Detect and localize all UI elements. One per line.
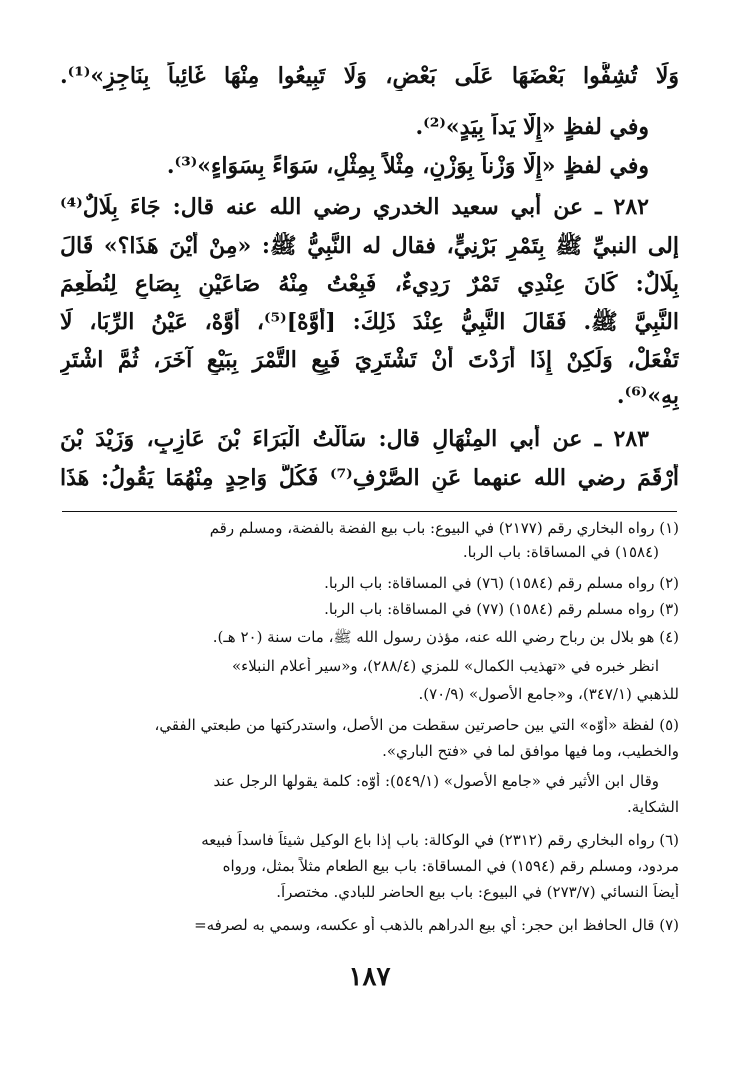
footnote-5-line-4: الشكاية. (627, 798, 679, 816)
footnote-6-line-1: (٦) رواه البخاري رقم (٢٣١٢) في الوكالة: باب إذا باع الوكيل شيئاً فاسداً فبيعه (201, 831, 679, 849)
body-line-8: تَفْعَلْ، وَلَكِنْ إِذَا أَرَدْتَ أَنْ تَشْتَرِيَ فَبِعِ التَّمْرَ بِبَيْعٍ آخَرَ، ثُمَّ اشْتَرِ (60, 347, 679, 373)
footnote-7-line-1: (٧) قال الحافظ ابن حجر: أي بيع الدراهم بالذهب أو عكسه، وسمي به لصرفه= (194, 916, 679, 934)
footnote-1-line-2: (١٥٨٤) في المساقاة: باب الربا. (462, 543, 659, 561)
footnote-6-line-2: مردود، ومسلم رقم (١٥٩٤) في المساقاة: باب بيع الطعام مثلاً بمثل، ورواه (222, 857, 679, 875)
footnote-3: (٣) رواه مسلم رقم (١٥٨٤) (٧٧) في المساقاة: باب الربا. (324, 600, 679, 618)
footnote-4-line-3: للذهبي (٣٤٧/١)، و«جامع الأصول» (٧٠/٩). (418, 685, 679, 703)
footnote-2: (٢) رواه مسلم رقم (١٥٨٤) (٧٦) في المساقاة: باب الربا. (324, 574, 679, 592)
body-line-10: ٢٨٣ ـ عن أبي المِنْهَالِ قال: سَأَلْتُ الْبَرَاءَ بْنَ عَازِبٍ، وَزَيْدَ بْنَ (60, 426, 649, 452)
footnote-6-line-3: أيضاً النسائي (٢٧٣/٧) في البيوع: باب بيع الحاضر للبادي. مختصراً. (276, 883, 679, 901)
footnote-5-line-2: والخطيب، وما فيها موافق لما في «فتح الباري». (382, 742, 679, 760)
footnote-5-line-3: وقال ابن الأثير في «جامع الأصول» (٥٤٩/١): أوّه: كلمة يقولها الرجل عند (213, 772, 659, 790)
body-line-3: وفي لفظٍ «إِلَّا وَزْناً بِوَزْنٍ، مِثْلاً بِمِثْلٍ، سَوَاءً بِسَوَاءٍ»⁽³⁾. (166, 153, 649, 179)
page-content (60, 0, 679, 1072)
footnote-1-line-1: (١) رواه البخاري رقم (٢١٧٧) في البيوع: باب بيع الفضة بالفضة، ومسلم رقم (209, 519, 679, 537)
body-line-9: بِهِ»⁽⁶⁾. (616, 383, 679, 409)
body-line-2: وفي لفظٍ «إِلَّا يَداً بِيَدٍ»⁽²⁾. (415, 114, 649, 140)
body-line-6: بِلَالٌ: كَانَ عِنْدِي تَمْرٌ رَدِيءٌ، فَبِعْتُ مِنْهُ صَاعَيْنِ بِصَاعٍ لِنُطْعِمَ (60, 271, 679, 297)
page-number: ١٨٧ (348, 962, 391, 992)
footnote-4-line-1: (٤) هو بلال بن رباح رضي الله عنه، مؤذن رسول الله ﷺ، مات سنة (٢٠ هـ). (212, 628, 679, 646)
footnote-4-line-2: انظر خبره في «تهذيب الكمال» للمزي (٢٨٨/٤)، و«سير أعلام النبلاء» (231, 657, 659, 675)
body-line-1: وَلَا تُشِفُّوا بَعْضَهَا عَلَى بَعْضٍ، وَلَا تَبِيعُوا مِنْهَا غَائِباً بِنَاجِزٍ»⁽¹⁾. (60, 63, 679, 89)
body-line-11: أَرْقَمَ رضي الله عنهما عَنِ الصَّرْفِ⁽⁷⁾ فَكُلُّ وَاحِدٍ مِنْهُمَا يَقُولُ: هَذَا (60, 465, 679, 491)
body-line-7: النَّبِيَّ ﷺ. فَقَالَ النَّبِيُّ عِنْدَ ذَلِكَ: [أَوَّهْ]⁽⁵⁾، أَوَّهْ، عَيْنُ الرِّبَا، لَا (60, 309, 679, 335)
footnote-5-line-1: (٥) لفظة «أوّه» التي بين حاصرتين سقطت من الأصل، واستدركتها من طبعتي الفقي، (154, 716, 679, 734)
body-line-4: ٢٨٢ ـ عن أبي سعيد الخدري رضي الله عنه قال: جَاءَ بِلَالٌ⁽⁴⁾ (60, 194, 649, 220)
body-line-5: إلى النبيِّ ﷺ بِتَمْرٍ بَرْنِيٍّ، فقال له النَّبِيُّ ﷺ: «مِنْ أَيْنَ هَذَا؟» قَالَ (60, 233, 679, 259)
footnote-divider (62, 511, 677, 512)
